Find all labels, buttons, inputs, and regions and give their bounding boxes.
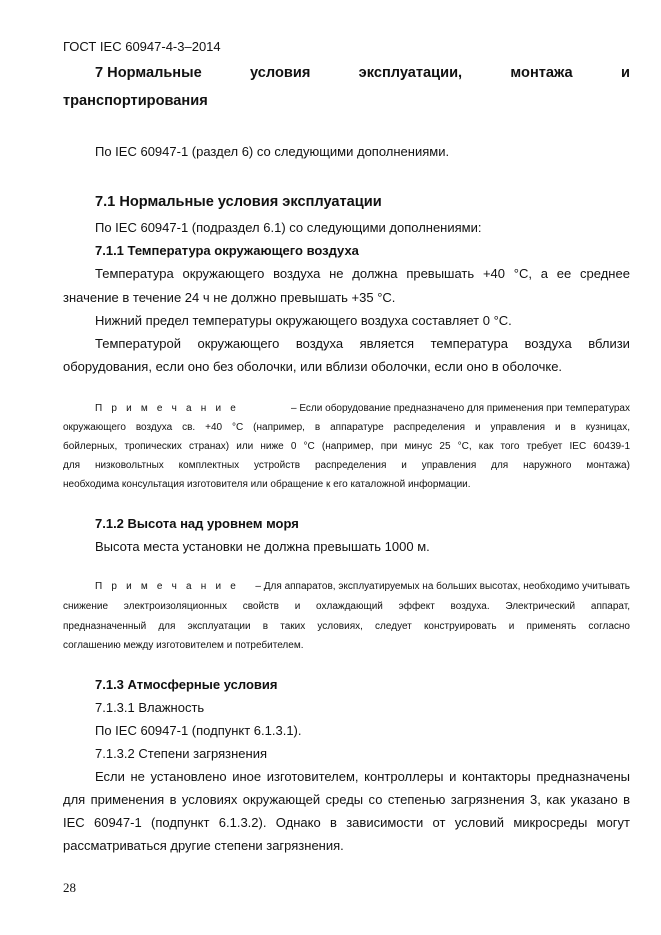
temperature-paragraph-line1 [95, 266, 630, 282]
word: а [540, 266, 549, 281]
altitude-note-line1 [95, 580, 630, 593]
temperature-paragraph-line2: значение в течение 24 ч не должно превышать +35 °C. [63, 290, 396, 305]
word: воздуха [524, 336, 572, 351]
word: воздуха [273, 266, 321, 281]
word: °C, [513, 266, 532, 281]
word: устройств [254, 460, 301, 471]
section-7-1-2-heading: 7.1.2 Высота над уровнем моря [95, 516, 299, 531]
page-number: 28 [63, 880, 76, 895]
word: и [401, 460, 407, 471]
word: охлаждающий [316, 601, 383, 612]
word: Электрический [505, 601, 576, 612]
word: для [491, 460, 509, 471]
section-7-1-heading: 7.1 Нормальные условия эксплуатации [95, 194, 382, 210]
temperature-note-line1 [95, 402, 630, 415]
temperature-note-line2: окружающего воздуха св. +40 °C (например, в аппаратуре распределения и управления и в кузницах, [63, 422, 630, 433]
heading-word: 7 Нормальные [95, 65, 202, 81]
temperature-note-line3: бойлерных, тропических странах) или ниже 0 °C (например, при минус 25 °C, как того требует IEC 60439-1 [63, 441, 630, 452]
section-7-heading-line2: транспортирования [63, 93, 208, 109]
word: среднее [580, 266, 630, 281]
word: и [294, 601, 301, 612]
word: воздуха [295, 336, 344, 351]
word: наружного [523, 460, 572, 471]
section-7-1-3-2-heading: 7.1.3.2 Степени загрязнения [95, 746, 268, 761]
word: Температурой [95, 336, 181, 351]
altitude-note-line2 [63, 600, 630, 613]
word: ее [556, 266, 572, 281]
section-7-1-3-heading: 7.1.3 Атмосферные условия [95, 677, 278, 692]
heading-word: и [620, 65, 630, 81]
word: снижение [63, 601, 109, 612]
altitude-note-line4: соглашению между изготовителем и потребителем. [63, 640, 304, 651]
altitude-paragraph: Высота места установки не должна превышать 1000 м. [95, 539, 430, 554]
section-7-1-3-1-heading: 7.1.3.1 Влажность [95, 700, 205, 715]
note-text: – Если оборудование предназначено для применения при температурах [291, 403, 630, 414]
word: комплектных [178, 460, 240, 471]
section-7-intro: По IEC 60947-1 (раздел 6) со следующими дополнениями. [95, 144, 450, 159]
pollution-paragraph-line2: для применения в условиях окружающей среды со степенью загрязнения 3, как указано в [63, 792, 630, 807]
heading-word: монтажа [510, 65, 573, 81]
temperature-note-line5: необходима консультация изготовителя или обращение к его каталожной информации. [63, 479, 471, 490]
word: превышать [406, 266, 475, 281]
word: воздуха. [450, 601, 490, 612]
humidity-reference: По IEC 60947-1 (подпункт 6.1.3.1). [95, 723, 302, 738]
word: для [63, 460, 81, 471]
word: аппарат, [590, 601, 630, 612]
word: свойств [242, 601, 279, 612]
altitude-note-line3: предназначенный для эксплуатации в таких условиях, следует конструировать и применять согласно [63, 621, 630, 632]
pollution-paragraph-line1: Если не установлено иное изготовителем, контроллеры и контакторы предназначены [95, 769, 630, 784]
heading-word: условия [250, 65, 311, 81]
ambient-definition-line1 [95, 336, 630, 352]
note-label: П р и м е ч а н и е [95, 581, 240, 592]
section-7-1-1-heading: 7.1.1 Температура окружающего воздуха [95, 243, 359, 258]
word: вблизи [588, 336, 630, 351]
word: эффект [398, 601, 435, 612]
word: монтажа) [586, 460, 630, 471]
word: +40 [482, 266, 506, 281]
note-label: П р и м е ч а н и е [95, 403, 240, 414]
section-7-heading [95, 64, 630, 82]
word: окружающего [182, 266, 265, 281]
word: управления [421, 460, 477, 471]
document-header: ГОСТ IEC 60947-4-3–2014 [63, 39, 221, 54]
word: окружающего [197, 336, 280, 351]
note-text: – Для аппаратов, эксплуатируемых на больших высотах, необходимо учитывать [255, 581, 630, 592]
word: температура [430, 336, 508, 351]
word: низковольтных [94, 460, 164, 471]
pollution-paragraph-line4: рассматриваться другие степени загрязнения. [63, 838, 344, 853]
word: электроизоляционных [123, 601, 227, 612]
ambient-definition-line2: оборудования, если оно без оболочки, или вблизи оболочки, если оно в оболочке. [63, 359, 563, 374]
temperature-note-line4 [63, 459, 630, 472]
word: Температура [95, 266, 174, 281]
pollution-paragraph-line3: IEC 60947-1 (подпункт 6.1.3.2). Однако в зависимости от условий микросреды могут [63, 815, 630, 830]
section-7-1-intro: По IEC 60947-1 (подраздел 6.1) со следующими дополнениями: [95, 220, 482, 235]
word: не [329, 266, 344, 281]
word: является [359, 336, 415, 351]
word: распределения [314, 460, 387, 471]
word: должна [352, 266, 398, 281]
heading-word: эксплуатации, [358, 65, 463, 81]
lower-temperature-paragraph: Нижний предел температуры окружающего воздуха составляет 0 °C. [95, 313, 512, 328]
